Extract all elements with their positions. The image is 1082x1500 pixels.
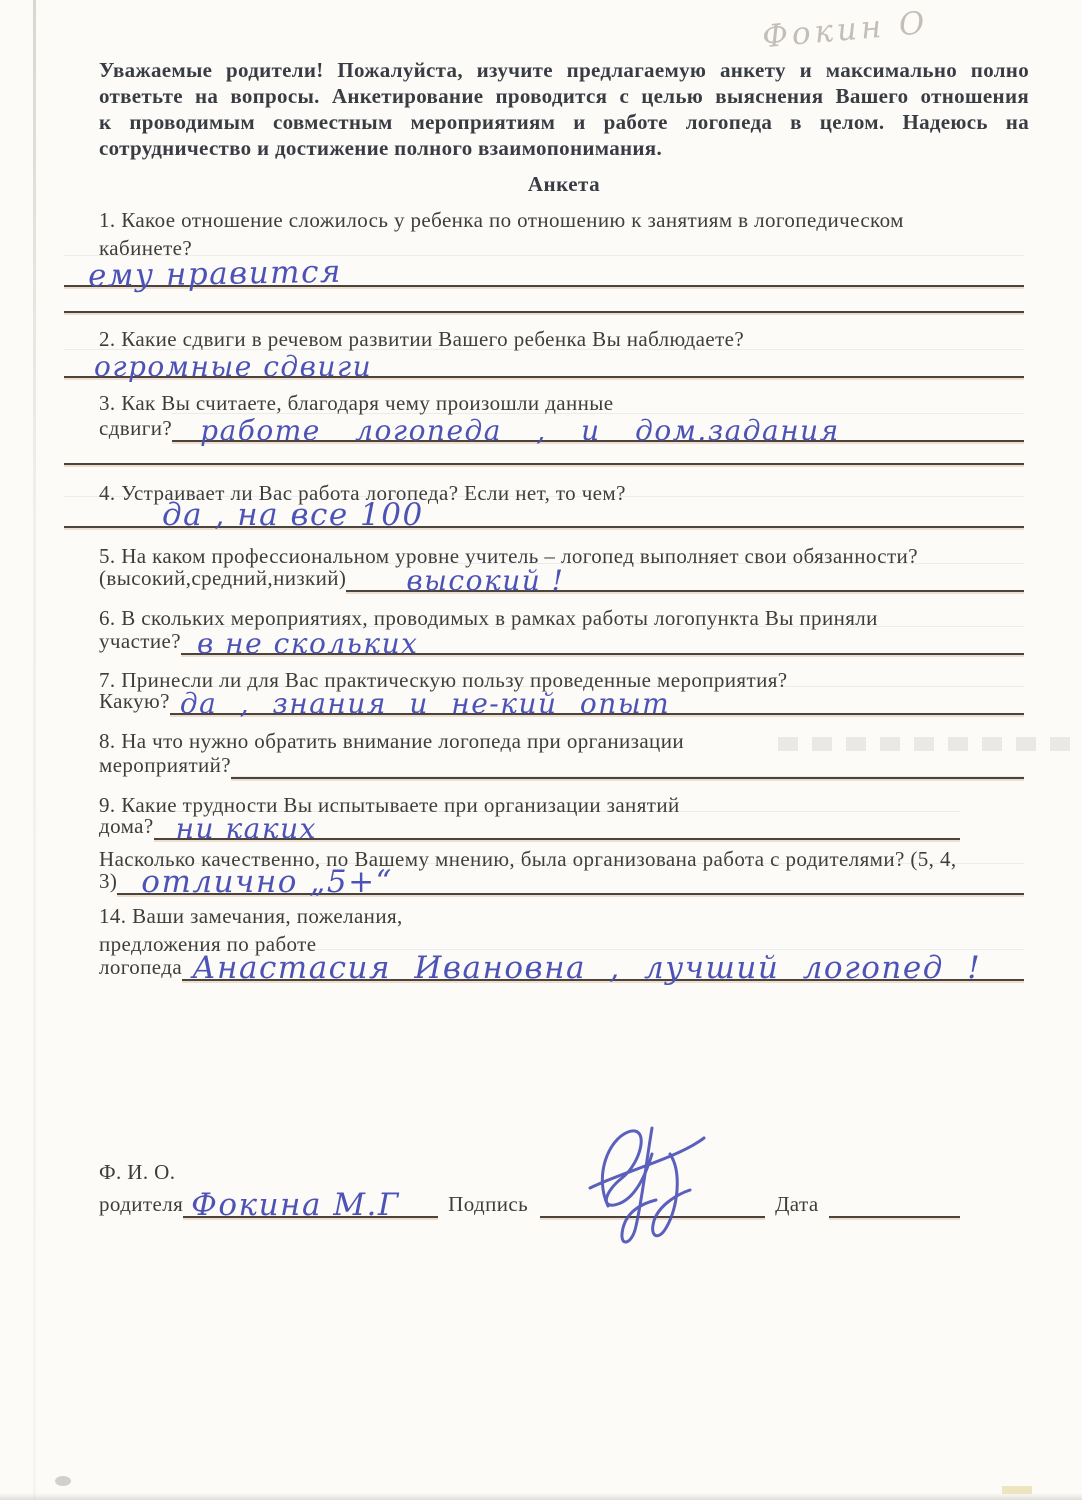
- question-6-answer-row: [99, 607, 1024, 660]
- signature-line: [540, 1216, 765, 1218]
- date-line: [829, 1216, 960, 1218]
- question-8-prefix: мероприятий?: [99, 753, 232, 777]
- question-7-answer-row: [99, 667, 1024, 720]
- pencil-name-note: Фокин О: [760, 4, 930, 56]
- answer-line-6: [181, 627, 1024, 660]
- question-5-answer-row: [99, 544, 1024, 597]
- question-9-text: 9. Какие трудности Вы испытываете при организации занятий: [99, 793, 680, 817]
- handwritten-answer-7: да , знания и не-кий опыт: [179, 687, 671, 720]
- fio-line: [183, 1187, 438, 1223]
- question-14-prefix: логопеда: [99, 955, 183, 979]
- footer-row: [99, 1168, 960, 1223]
- question-rating-answer-row: [99, 847, 1024, 900]
- question-3-answer-row: [99, 394, 1024, 447]
- scan-edge-shadow: [0, 1493, 1082, 1500]
- parent-label: родителя: [99, 1192, 184, 1216]
- question-3-text: 3. Как Вы считаете, благодаря чему произошли данные: [99, 391, 614, 415]
- question-5-text: 5. На каком профессиональном уровне учитель – логопед выполняет свои обязанности?: [99, 544, 918, 568]
- handwritten-answer-6: в не скольких: [196, 627, 419, 660]
- answer-line-4: [64, 497, 1024, 533]
- handwritten-answer-2: огромные сдвиги: [94, 350, 373, 383]
- intro-line: Уважаемые родители! Пожалуйста, изучите предлагаемую анкету и максимально полно: [99, 58, 1029, 82]
- intro-line: ответьте на вопросы. Анкетирование проводится с целью выяснения Вашего отношения: [99, 84, 1029, 108]
- signature-scribble: [578, 1114, 728, 1264]
- handwritten-answer-4: да , на все 100: [162, 497, 424, 533]
- question-1-text: кабинете?: [99, 236, 193, 260]
- answer-line-2: [64, 350, 1024, 383]
- question-4-text: 4. Устраивает ли Вас работа логопеда? Если нет, то чем?: [99, 481, 626, 505]
- handwritten-answer-14: Анастасия Ивановна , лучший логопед !: [192, 950, 982, 986]
- question-5-prefix: (высокий,средний,низкий): [99, 566, 347, 590]
- intro-line: сотрудничество и достижение полного взаимопонимания.: [99, 136, 663, 160]
- answer-line-8: [231, 777, 1024, 779]
- question-2-text: 2. Какие сдвиги в речевом развитии Вашего ребенка Вы наблюдаете?: [99, 327, 745, 351]
- question-14-text: 14. Ваши замечания, пожелания,: [99, 904, 403, 928]
- signature-label: Подпись: [448, 1192, 529, 1216]
- date-label: Дата: [775, 1192, 819, 1216]
- handwritten-answer-3: работе логопеда , и дом.задания: [200, 414, 840, 447]
- question-8-answer-row: [99, 731, 1024, 779]
- question-7-prefix: Какую?: [99, 689, 170, 713]
- fio-label: Ф. И. О.: [99, 1160, 176, 1184]
- handwritten-answer-5: высокий !: [406, 564, 565, 597]
- answer-line-9: [154, 812, 960, 845]
- answer-line-7: [170, 687, 1024, 720]
- question-14-answer-row: [99, 927, 1024, 986]
- intro-line: к проводимым совместным мероприятиям и работе логопеда в целом. Надеюсь на: [99, 110, 1029, 134]
- answer-line-5: [346, 564, 1024, 597]
- question-9-answer-row: [99, 792, 960, 845]
- question-14-text: предложения по работе: [99, 932, 317, 956]
- question-8-text: 8. На что нужно обратить внимание логопеда при организации: [99, 729, 684, 753]
- scan-artifact: [55, 1476, 71, 1486]
- question-4-answer-row: [64, 480, 1024, 533]
- blank-line: [64, 311, 1024, 313]
- question-1-text: 1. Какое отношение сложилось у ребенка по отношению к занятиям в логопедическом: [99, 208, 904, 232]
- question-2-answer-row: [64, 330, 1024, 383]
- form-title: Анкета: [527, 172, 601, 196]
- question-6-text: 6. В скольких мероприятиях, проводимых в рамках работы логопункта Вы приняли: [99, 606, 878, 630]
- question-6-prefix: участие?: [99, 629, 181, 653]
- scan-artifact: [1002, 1486, 1032, 1494]
- question-9-prefix: дома?: [99, 814, 154, 838]
- answer-line-3: [172, 414, 1024, 447]
- question-rating-prefix: 3): [99, 869, 118, 893]
- paper-crease: [33, 0, 36, 1500]
- handwritten-answer-9: ни каких: [175, 812, 317, 845]
- blank-line: [64, 463, 1024, 465]
- handwritten-answer-1: ему нравится: [87, 253, 343, 295]
- answer-line-14: [182, 950, 1024, 986]
- answer-line-1: [64, 253, 1024, 295]
- handwritten-answer-rating: отлично „5+“: [141, 864, 393, 900]
- question-3-prefix: сдвиги?: [99, 416, 173, 440]
- answer-line-rating: [117, 864, 1024, 900]
- question-1-answer-row: [64, 239, 1024, 295]
- question-rating-text: Насколько качественно, по Вашему мнению, была организована работа с родителями? (5, 4,: [99, 847, 957, 871]
- handwritten-fio: Фокина М.Г: [191, 1187, 400, 1223]
- question-7-text: 7. Принесли ли для Вас практическую пользу проведенные мероприятия?: [99, 668, 788, 692]
